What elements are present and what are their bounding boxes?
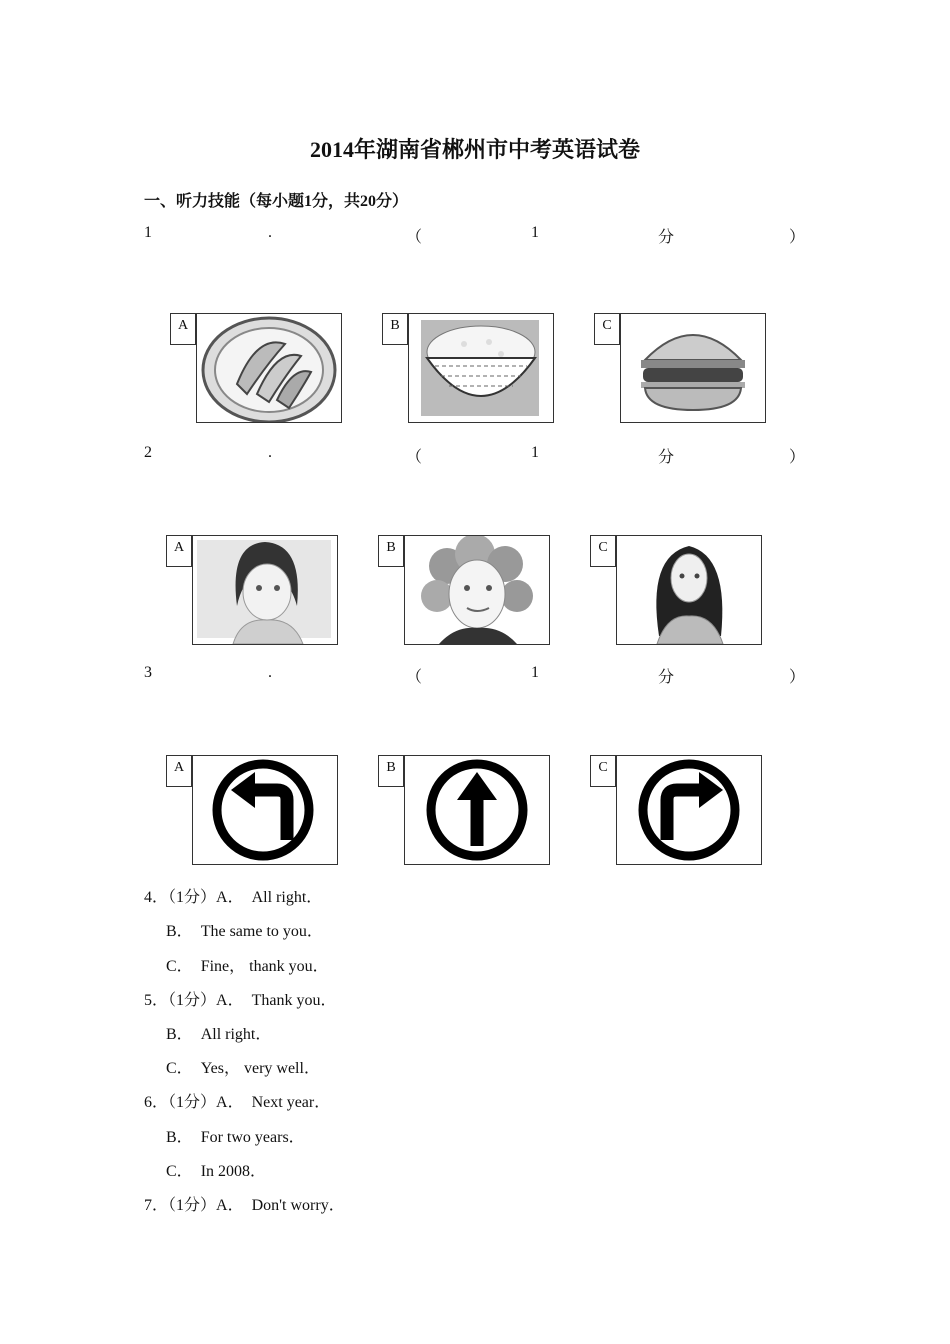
question-5-option-c [166, 1055, 320, 1078]
question-4-option-c [166, 953, 329, 976]
option-label: A． [216, 1094, 244, 1111]
option-label: C． [166, 1163, 193, 1180]
question-paren-close: ） [789, 449, 806, 466]
question-3-line [144, 664, 804, 686]
question-dot: . [268, 224, 272, 241]
question-paren-open: （ [406, 449, 423, 466]
hamburger-image [621, 314, 765, 422]
question-score: 1 [531, 224, 539, 241]
option-label: A． [216, 992, 244, 1009]
q2-option-b[interactable] [378, 535, 548, 645]
question-number: 2 [144, 444, 152, 461]
go-straight-sign-icon [405, 756, 549, 864]
option-label: B． [166, 923, 193, 940]
question-number: 1 [144, 224, 152, 241]
q2-option-a[interactable] [166, 535, 336, 645]
question-4-option-b [166, 918, 323, 941]
page-title: 2014年湖南省郴州市中考英语试卷 [309, 137, 640, 162]
option-label: C [594, 313, 620, 345]
question-score: 1 [531, 664, 539, 681]
question-score-unit: 分 [658, 229, 675, 246]
turn-left-sign-icon [193, 756, 337, 864]
option-text: Don't worry． [251, 1197, 345, 1214]
question-5-line [144, 987, 336, 1010]
option-label: B [378, 535, 404, 567]
question-dot: . [268, 444, 272, 461]
q2-option-c[interactable] [590, 535, 760, 645]
question-score: 1 [531, 444, 539, 461]
question-number: 4． [144, 889, 169, 906]
q3-option-c[interactable] [590, 755, 760, 865]
question-score-unit: 分 [658, 449, 675, 466]
option-text: For two years． [200, 1129, 305, 1146]
option-text: The same to you． [200, 923, 323, 940]
option-label: B． [166, 1026, 193, 1043]
question-paren-close: ） [789, 669, 806, 686]
question-5-option-b [166, 1021, 271, 1044]
long-hair-woman-image [617, 536, 761, 644]
q3-option-b[interactable] [378, 755, 548, 865]
option-text: All right． [251, 889, 323, 906]
turn-right-sign-icon [617, 756, 761, 864]
short-hair-girl-image [193, 536, 337, 644]
question-paren-open: （ [406, 229, 423, 246]
option-text: Thank you． [251, 992, 337, 1009]
q1-option-b[interactable] [382, 313, 552, 423]
question-number: 6． [144, 1094, 169, 1111]
question-number: 5． [144, 992, 169, 1009]
question-6-line [144, 1089, 330, 1112]
option-label: C [590, 755, 616, 787]
option-text: Fine， thank you． [200, 958, 329, 975]
option-label: B [382, 313, 408, 345]
option-label: C． [166, 958, 193, 975]
option-text: All right． [200, 1026, 272, 1043]
rice-bowl-image [409, 314, 553, 422]
option-label: B [378, 755, 404, 787]
section-heading: 一、听力技能（每小题1分，共20分） [144, 193, 409, 210]
question-2-line [144, 444, 804, 466]
option-text: Next year． [251, 1094, 331, 1111]
question-score: （1分） [168, 1094, 217, 1111]
option-label: A [166, 755, 192, 787]
question-number: 7． [144, 1197, 169, 1214]
question-score: （1分） [168, 992, 217, 1009]
option-label: A． [216, 889, 244, 906]
dumplings-plate-image [197, 314, 341, 422]
question-score: （1分） [168, 1197, 217, 1214]
option-label: B． [166, 1129, 193, 1146]
question-dot: . [268, 664, 272, 681]
question-7-line [144, 1192, 345, 1215]
option-label: C [590, 535, 616, 567]
option-label: C． [166, 1060, 193, 1077]
question-paren-open: （ [406, 669, 423, 686]
option-text: In 2008． [200, 1163, 267, 1180]
question-number: 3 [144, 664, 152, 681]
option-label: A [166, 535, 192, 567]
q3-option-a[interactable] [166, 755, 336, 865]
question-6-option-c [166, 1158, 266, 1181]
option-text: Yes， very well． [200, 1060, 320, 1077]
q1-option-a[interactable] [170, 313, 340, 423]
question-4-line [144, 884, 322, 907]
option-label: A． [216, 1197, 244, 1214]
question-score-unit: 分 [658, 669, 675, 686]
question-6-option-b [166, 1124, 305, 1147]
question-paren-close: ） [789, 229, 806, 246]
question-1-line [144, 224, 804, 246]
option-label: A [170, 313, 196, 345]
curly-hair-woman-image [405, 536, 549, 644]
question-score: （1分） [168, 889, 217, 906]
q1-option-c[interactable] [594, 313, 764, 423]
